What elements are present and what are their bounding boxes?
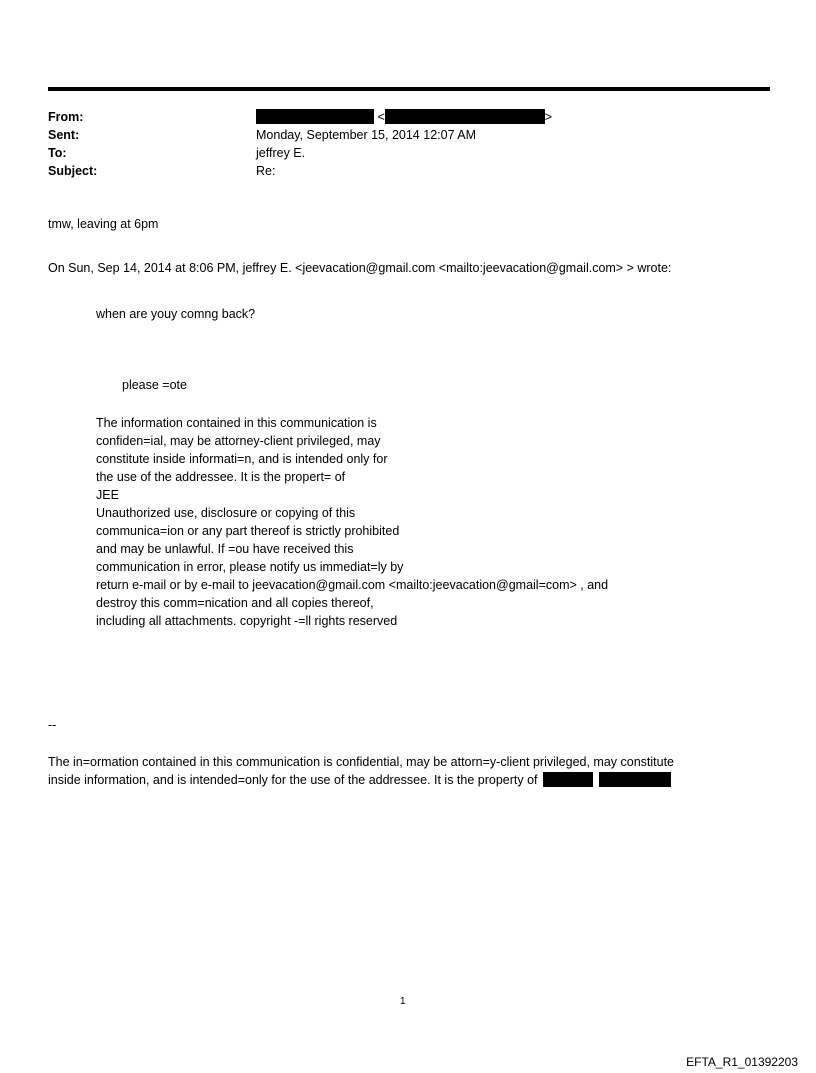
quote-intro: On Sun, Sep 14, 2014 at 8:06 PM, jeffrey E. <jeevacation@gmail.com <mailto:jeevacation@gmail.com> > wrote: bbox=[48, 261, 672, 275]
subject-value: Re: bbox=[256, 164, 276, 178]
disclaimer-line: return e-mail or by e-mail to jeevacation@gmail.com <mailto:jeevacation@gmail=com> , and bbox=[96, 578, 609, 592]
disclaimer-line: confiden=ial, may be attorney-client privileged, may bbox=[96, 434, 381, 448]
footer-line bbox=[48, 771, 674, 789]
redaction-block bbox=[543, 772, 593, 787]
to-row bbox=[48, 144, 552, 162]
disclaimer-line: communica=ion or any part thereof is strictly prohibited bbox=[96, 524, 400, 538]
from-close-bracket: > bbox=[544, 110, 553, 124]
bates-number: EFTA_R1_01392203 bbox=[686, 1055, 798, 1069]
redaction-block bbox=[385, 109, 545, 124]
subject-row bbox=[48, 162, 552, 180]
disclaimer-line: communication in error, please notify us immediat=ly by bbox=[96, 560, 404, 574]
subject-label: Subject: bbox=[48, 164, 98, 178]
footer-disclaimer bbox=[48, 753, 674, 789]
email-header bbox=[48, 108, 552, 180]
disclaimer-line: including all attachments. copyright -=ll rights reserved bbox=[96, 614, 398, 628]
redaction-block bbox=[256, 109, 374, 124]
footer-line-text: inside information, and is intended=only for the use of the addressee. It is the property of bbox=[48, 773, 538, 787]
redaction-block bbox=[599, 772, 671, 787]
from-label: From: bbox=[48, 110, 84, 124]
footer-line: The in=ormation contained in this communication is confidential, may be attorn=y-client privileged, may constitute bbox=[48, 755, 675, 769]
disclaimer-line: JEE bbox=[96, 488, 119, 502]
disclaimer-line: constitute inside informati=n, and is intended only for bbox=[96, 452, 388, 466]
sent-label: Sent: bbox=[48, 128, 80, 142]
disclaimer-line: The information contained in this communication is bbox=[96, 416, 377, 430]
sent-value: Monday, September 15, 2014 12:07 AM bbox=[256, 128, 477, 142]
signature-separator: -- bbox=[48, 718, 57, 732]
disclaimer-line: Unauthorized use, disclosure or copying of this bbox=[96, 506, 356, 520]
from-value bbox=[256, 108, 552, 126]
disclaimer-line: the use of the addressee. It is the propert= of bbox=[96, 470, 346, 484]
disclaimer-line: destroy this comm=nication and all copies thereof, bbox=[96, 596, 374, 610]
quoted-disclaimer bbox=[96, 414, 608, 630]
from-row bbox=[48, 108, 552, 126]
quoted-question: when are youy comng back? bbox=[96, 307, 256, 321]
to-label: To: bbox=[48, 146, 67, 160]
page-number: 1 bbox=[400, 996, 406, 1007]
disclaimer-line: and may be unlawful. If =ou have received this bbox=[96, 542, 354, 556]
to-value: jeffrey E. bbox=[256, 146, 306, 160]
header-rule bbox=[48, 87, 770, 91]
from-open-bracket: < bbox=[377, 110, 385, 124]
reply-text: tmw, leaving at 6pm bbox=[48, 217, 159, 231]
please-note: please =ote bbox=[122, 378, 187, 392]
sent-row bbox=[48, 126, 552, 144]
